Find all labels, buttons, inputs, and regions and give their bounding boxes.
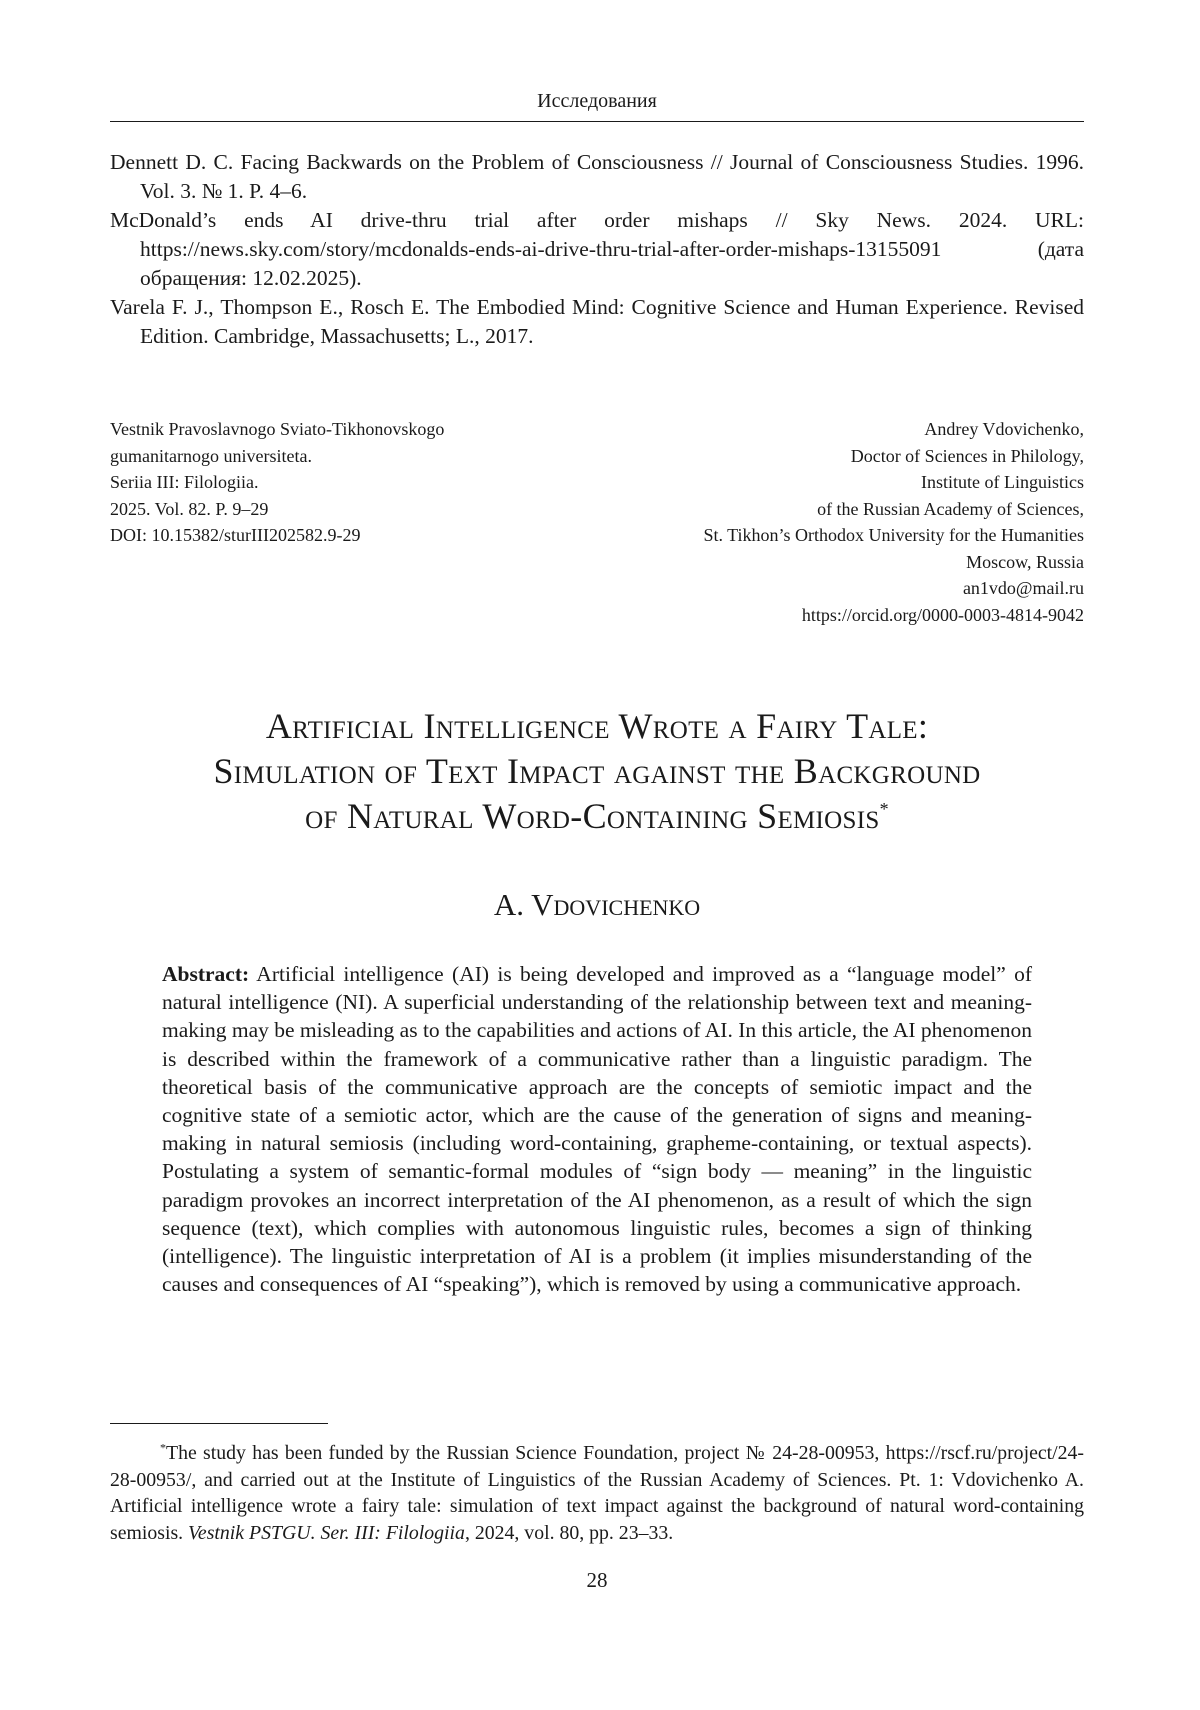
journal-info-line: gumanitarnogo universiteta. bbox=[110, 445, 312, 466]
journal-info-line: 2025. Vol. 82. P. 9–29 bbox=[110, 498, 269, 519]
page bbox=[110, 0, 1084, 1710]
page-number: 28 bbox=[586, 1568, 608, 1592]
abstract-label: Abstract: bbox=[162, 962, 250, 986]
article-author: A. Vdovichenko bbox=[493, 887, 701, 922]
header-rule bbox=[110, 121, 1084, 122]
title-line: Simulation of Text Impact against the Background bbox=[213, 751, 981, 791]
journal-info-line: Seriia III: Filologiia. bbox=[110, 472, 259, 492]
title-line bbox=[110, 794, 1084, 839]
reference-entry: Varela F. J., Thompson E., Rosch E. The Embodied Mind: Cognitive Science and Human Experience. Revised Edition. Cambridge, Massachusetts; L., 2017. bbox=[110, 295, 1084, 348]
running-head: Исследования bbox=[537, 90, 657, 112]
footnote bbox=[110, 1440, 1084, 1546]
author-info bbox=[564, 416, 1084, 628]
title-line: Artificial Intelligence Wrote a Fairy Tale: bbox=[265, 706, 929, 746]
footnote-text-end: , 2024, vol. 80, pp. 23–33. bbox=[464, 1521, 674, 1544]
reference-entry: McDonald’s ends AI drive-thru trial after order mishaps // Sky News. 2024. URL: https://news.sky.com/story/mcdonalds-ends-ai-drive-thru-trial-after-order-mishaps-13155091 (дата обращения: 12.02.2025). bbox=[110, 208, 1084, 290]
footnote-rule bbox=[110, 1423, 328, 1424]
title-footnote-marker: * bbox=[879, 799, 889, 819]
author-location: Moscow, Russia bbox=[966, 551, 1084, 572]
author-email: an1vdo@mail.ru bbox=[962, 578, 1084, 598]
article-title bbox=[110, 704, 1084, 839]
author-affiliation: St. Tikhon’s Orthodox University for the Humanities bbox=[703, 525, 1084, 545]
author-degree: Doctor of Sciences in Philology, bbox=[850, 445, 1084, 466]
journal-info-line: Vestnik Pravoslavnogo Sviato-Tikhonovskogo bbox=[110, 419, 445, 439]
title-line-text: of Natural Word-Containing Semiosis bbox=[305, 796, 880, 836]
reference-list bbox=[110, 148, 1084, 351]
footnote-journal: Vestnik PSTGU. Ser. III: Filologiia bbox=[188, 1521, 465, 1544]
reference-entry: Dennett D. C. Facing Backwards on the Problem of Consciousness // Journal of Consciousness Studies. 1996. Vol. 3. № 1. P. 4–6. bbox=[110, 150, 1084, 203]
author-orcid: https://orcid.org/0000-0003-4814-9042 bbox=[801, 604, 1084, 625]
author-affiliation: Institute of Linguistics bbox=[921, 472, 1084, 492]
author-affiliation: of the Russian Academy of Sciences, bbox=[817, 498, 1084, 519]
journal-info bbox=[110, 416, 590, 549]
footnote-text: The study has been funded by the Russian Science Foundation, project № 24-28-00953, https://rscf.ru/project/24-28-00953/, and carried out at the Institute of Linguistics of the Russian Academy of Sciences. Pt. 1: Vdovichenko A. Artificial intelligence wrote a fairy tale: simulation of text impact against the background of natural word-containing semiosis. bbox=[110, 1442, 1084, 1544]
author-name-line: Andrey Vdovichenko, bbox=[924, 419, 1084, 439]
abstract-text: Artificial intelligence (AI) is being developed and improved as a “language model” of natural intelligence (NI). A superficial understanding of the relationship between text and meaning-making may be misleading as to the capabilities and actions of AI. In this article, the AI phenomenon is described within the framework of a communicative rather than a linguistic paradigm. The theoretical basis of the communicative approach are the concepts of semiotic impact and the cognitive state of a semiotic actor, which are the cause of the generation of signs and meaning-making in natural semiosis (including word-containing, grapheme-containing, or textual aspects). Postulating a system of semantic-formal modules of “sign body — meaning” in the linguistic paradigm provokes an incorrect interpretation of the AI phenomenon, as a result of which the sign sequence (text), which complies with autonomous linguistic rules, becomes a sign of thinking (intelligence). The linguistic interpretation of AI is a problem (it implies misunderstanding of the causes and consequences of AI “speaking”), which is removed by using a communicative approach. bbox=[162, 962, 1032, 1297]
journal-doi: DOI: 10.15382/sturIII202582.9-29 bbox=[110, 525, 361, 545]
abstract bbox=[162, 960, 1032, 1298]
footnote-marker: * bbox=[160, 1440, 166, 1455]
